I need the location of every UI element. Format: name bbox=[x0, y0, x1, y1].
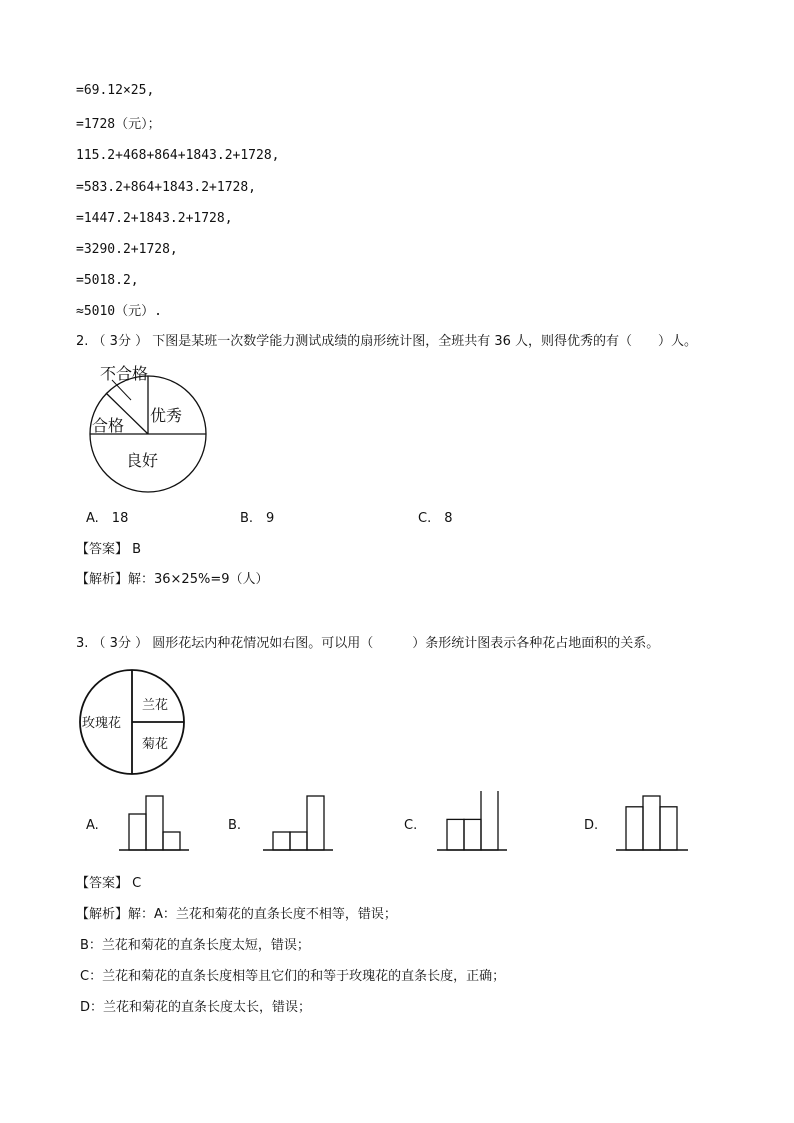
bar bbox=[643, 796, 660, 850]
analysis-line: 【解析】解：A：兰花和菊花的直条长度不相等，错误； bbox=[76, 907, 397, 922]
option-b[interactable]: B. 9 bbox=[240, 511, 275, 526]
analysis-line: B：兰花和菊花的直条长度太短，错误； bbox=[80, 938, 310, 953]
bar bbox=[626, 807, 643, 850]
option-c-bar-diagram[interactable] bbox=[437, 791, 507, 853]
solution-line: =5018.2, bbox=[76, 273, 139, 288]
bar bbox=[307, 796, 324, 850]
option-d-bar-diagram[interactable] bbox=[616, 791, 688, 853]
bar bbox=[273, 832, 290, 850]
analysis-text: 【解析】解：36×25%=9（人） bbox=[76, 572, 269, 587]
pie-label-fail: 不合格 bbox=[100, 364, 149, 383]
solution-line: ≈5010（元）. bbox=[76, 304, 162, 319]
option-a-bar-diagram[interactable] bbox=[119, 791, 189, 853]
bar bbox=[129, 814, 146, 850]
bar bbox=[447, 819, 464, 850]
answer-label: 【答案】 C bbox=[76, 876, 142, 891]
pie-label-pass: 合格 bbox=[92, 416, 125, 435]
question-3-stem: 3. （ 3分 ） 圆形花坛内种花情况如右图。可以用（ ）条形统计图表示各种花占地面积的关系。 bbox=[76, 636, 660, 651]
option-a[interactable]: A. 18 bbox=[86, 511, 129, 526]
solution-line: =583.2+864+1843.2+1728, bbox=[76, 180, 257, 195]
q3-pie-diagram bbox=[78, 668, 188, 778]
question-2-stem: 2. （ 3分 ） 下图是某班一次数学能力测试成绩的扇形统计图，全班共有 36 人，则得优秀的有（ ）人。 bbox=[76, 334, 698, 349]
pie-label-good: 良好 bbox=[126, 451, 159, 470]
solution-line: =1728（元）； bbox=[76, 117, 161, 132]
bar bbox=[660, 807, 677, 850]
q2-pie-diagram bbox=[86, 360, 226, 495]
option-b-bar-diagram[interactable] bbox=[263, 791, 333, 853]
bar bbox=[290, 832, 307, 850]
option-a-label[interactable]: A. bbox=[86, 818, 99, 833]
bar bbox=[464, 819, 481, 850]
pie-label-orchid: 兰花 bbox=[142, 698, 169, 713]
pie-label-rose: 玫瑰花 bbox=[82, 716, 122, 731]
solution-line: =3290.2+1728, bbox=[76, 242, 178, 257]
option-d-label[interactable]: D. bbox=[584, 818, 599, 833]
analysis-line: C：兰花和菊花的直条长度相等且它们的和等于玫瑰花的直条长度，正确； bbox=[80, 969, 506, 984]
answer-label: 【答案】 B bbox=[76, 542, 142, 557]
pie-label-excellent: 优秀 bbox=[150, 406, 183, 425]
bar bbox=[146, 796, 163, 850]
solution-line: 115.2+468+864+1843.2+1728, bbox=[76, 148, 280, 163]
solution-line: =69.12×25, bbox=[76, 83, 155, 98]
analysis-line: D：兰花和菊花的直条长度太长，错误； bbox=[80, 1000, 312, 1015]
option-b-label[interactable]: B. bbox=[228, 818, 242, 833]
pie-label-chrysanthemum: 菊花 bbox=[142, 737, 169, 752]
bar bbox=[481, 791, 498, 850]
option-c-label[interactable]: C. bbox=[404, 818, 418, 833]
option-c[interactable]: C. 8 bbox=[418, 511, 453, 526]
bar bbox=[163, 832, 180, 850]
solution-line: =1447.2+1843.2+1728, bbox=[76, 211, 233, 226]
